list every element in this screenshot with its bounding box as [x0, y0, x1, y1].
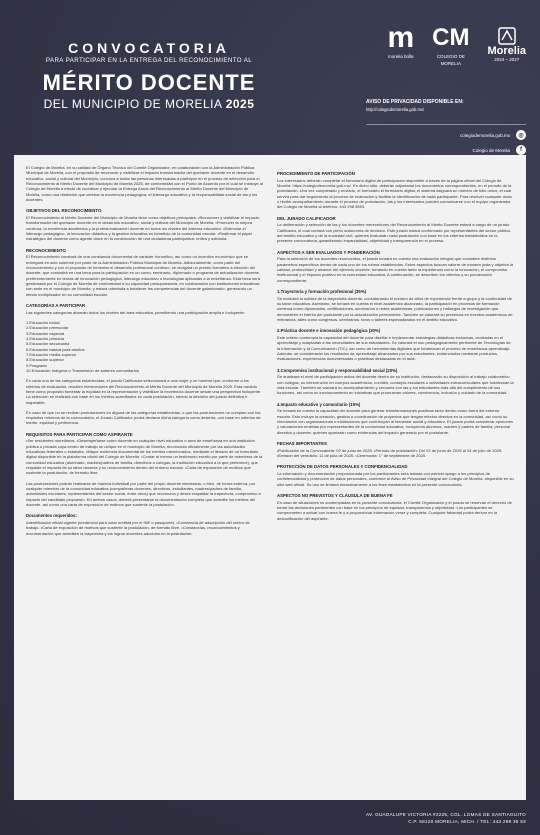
right-column: [277, 165, 514, 790]
paragraph: En cada una de las categorías establecidas, el jurado Calificador seleccionará a una mujer y un hombre que, conforme a los criterios de evaluación, resulten merecedores del Reconocimiento al Mérito Docente del Municipio de Morelia 2025. Esta medida tiene como propósito fomentar la equidad en la representación y visibilizar la excelencia docente desde una perspectiva incluyente. La selección se realizará con base en los méritos acreditados en cada postulación, siendo la decisión del jurado definitiva e inapelable.: [26, 378, 262, 405]
paragraph: El Reconocimiento constará de una constancia documental de carácter honorífico, así como un incentivo económico que se entregará en acto solemne por parte de la Administración Pública Municipal de Morelia. Adicionalmente, como parte del reconocimiento y con el propósito de fomentar el desarrollo profesional continuo, se otorgará un premio formativo a elección del docente, que consistirá en una beca para la participación en un curso, seminario, diplomado o programa de actualización docente, preferentemente en temas de innovación pedagógica, liderazgo educativo o tecnologías aplicadas a la enseñanza. Esta beca será gestionada por el Colegio de Morelia de conformidad a su capacidad presupuestaria, en colaboración con instituciones educativas con sede en el municipio de Morelia, y estará orientada a fortalecer las competencias del docente galardonado, generando un efecto multiplicador en su comunidad escolar.: [26, 254, 260, 297]
colegio-line1: COLEGIO DE: [436, 54, 465, 59]
paragraph: La deliberación y selección de las y los docentes merecedores del Reconocimiento al Mérito Docente estará a cargo de un jurado Calificador, el cual contará con pleno autonomía de decisión. Este jurado estará conformado por representantes del sector público, del ámbito educativo y de la sociedad civil, quienes evaluarán cada postulación con base en los criterios establecidos en la presente convocatoria, garantizando imparcialidad, objetividad y transparencia en el proceso.: [277, 222, 512, 244]
section-heading: PROTECCIÓN DE DATOS PERSONALES Y CONFIDENCIALIDAD: [277, 464, 408, 470]
privacy-url[interactable]: http://colegiodemorelia.gob.mx/: [366, 107, 425, 112]
list-item: 6.Educación básica para adultos: [26, 346, 85, 352]
section-heading: CATEGORÍAS A PARTICIPAR: [26, 302, 86, 308]
footer-contact: C.P. 58120 MORELIA, MICH. / TEL: 443 298 35 93: [408, 818, 526, 824]
section-heading: 3.Compromiso institucional y responsabilidad social (20%): [277, 367, 398, 373]
list-item: 3.Educación especial: [26, 330, 65, 336]
municipality-line: [14, 97, 284, 111]
list-item: 8.Educación superior: [26, 357, 65, 363]
paragraph: Las postulaciones podrán realizarse de manera individual por parte del propio docente interesado, o bien, de forma externa, por cualquier miembro de la comunidad educativa (compañeras docentes, directivos, estudiantes, madres/padres de familia, autoridades escolares, representantes del sector social, entre otros) que reconozca y desee respaldar la trayectoria, compromiso e impacto del candidato propuesto. En ambos casos, deberá presentarse la documentación completa que acredite los méritos del docente, así como una carta de exposición de motivos que sustente la postulación.: [26, 480, 261, 508]
subtitle: PARA PARTICIPAR EN LA ENTREGA DEL RECONOCIMIENTO AL: [45, 57, 253, 64]
paragraph: Se analizará el nivel de participación activa del docente dentro de su institución, destacando su disposición al trabajo colaborativo con colegas, su intervención en cuerpos académicos, comités, consejos escolares o actividades extracurriculares que fortalezcan la vida escolar. También se valorará su acompañamiento y cercanía con las y los estudiantes más allá del cumplimiento de sus funciones, así como su involucramiento en iniciativas que promuevan valores, convivencia, inclusión y cuidado de la comunidad.: [277, 374, 514, 396]
section-heading: RECONOCIMIENTO: [26, 247, 66, 253]
left-column: [26, 165, 263, 790]
privacy-heading: AVISO DE PRIVACIDAD DISPONIBLE EN:: [366, 99, 464, 105]
social-link[interactable]: [366, 145, 526, 155]
section-heading: PROCEDIMIENTO DE PARTICIPACIÓN: [277, 171, 355, 176]
list-item: 4.Educación primaria: [26, 335, 65, 341]
page-title: MÉRITO DOCENTE: [42, 70, 256, 95]
morelia-name: Morelia: [487, 45, 526, 57]
list-item: 5.Educación secundaria: [26, 341, 70, 347]
globe-icon: ◎: [516, 130, 526, 140]
social-link-label: colegiodemorelia.gob.mx: [459, 132, 510, 138]
privacy-info: [366, 99, 526, 112]
morelia-brilla-text: morelia brilla: [388, 54, 414, 59]
social-link[interactable]: [366, 130, 526, 140]
section-heading: ASPECTOS NO PREVISTOS Y CLÁUSULA DE BUENA FE: [277, 492, 393, 498]
paragraph: Se evaluará la solidez de la trayectoria docente, considerando el número de años de experiencia frente a grupo y la continuidad de su labor educativa. Asimismo, se tomará en cuenta el nivel académico alcanzado, la participación en procesos de formación continua como diplomados, certificaciones, seminarios o redes académicas, publicaciones y hallazgos de investigación que demuestren el interés del postulante por la actualización permanente. También se valorará su presencia en eventos académicos de relevancia, tales como congresos, seminarios, foros o talleres especializados en el ámbito educativo.: [277, 295, 513, 322]
section-heading: 2.Práctica docente e innovación pedagógica (30%): [277, 328, 381, 334]
logos: [387, 21, 526, 66]
morelia-brilla-logo: m morelia brilla: [387, 21, 415, 59]
paragraph: Se tomará en cuenta la capacidad del docente para generar transformaciones positivas tanto dentro como fuera del entorno escolar. Esto incluye la creación, gestión o coordinación de proyectos que tengan efectos directos en la comunidad, así como su vinculación con organizaciones o instituciones que contribuyan al bienestar social y educativo. El jurado podrá considerar opiniones y valoraciones emitidas por representantes de la comunidad educativa, incluyendo alumnos, madres y padres de familia, personal directivo y docente, quienes aportarán como evidencias del impacto generado por el postulante.: [277, 408, 513, 435]
content-card: [14, 155, 526, 800]
colegio-logo: CM COLEGIO DE MORELIA: [432, 24, 470, 66]
facebook-icon: f: [516, 145, 526, 155]
list-item: 9.Posgrado: [26, 362, 47, 368]
morelia-crest-icon: [496, 24, 518, 46]
list-item: 1.Educación inicial: [26, 319, 60, 325]
year: 2025: [225, 97, 255, 111]
section-heading: OBJETIVOS DEL RECONOCIMIENTO: [26, 208, 102, 214]
paragraph: El Colegio de Morelia, en su calidad de Órgano Técnico del Comité Organizador, en colaboración con la Administración Pública Municipal de Morelia, con el propósito de reconocer y visibilizar el impacto transformador del quehacer docente en el desarrollo educativo, social y cultural del Municipio, convoca a todas las personas interesadas a participar en el proceso de selección para el Reconocimiento al Mérito Docente del Municipio de Morelia 2025, de conformidad con el Punto de Acuerdo por el cual se instruye al Colegio de Morelia a efecto de coordinar y ejecutar la Entrega Anual del Reconocimiento al Mérito Docente del Municipio de Morelia, como una distinción que celebra la excelencia pedagógica, el liderazgo educativo y la responsabilidad social de las y los docentes.: [26, 165, 263, 202]
section-heading: REQUISITOS PARA PARTICIPAR COMO ASPIRANTE: [26, 431, 133, 437]
municipality-prefix: DEL MUNICIPIO DE MORELIA: [43, 97, 222, 111]
section-heading: ASPECTOS A SER EVALUADOS Y PONDERACIÓN: [277, 249, 380, 255]
social-link-label: Colegio de Morelia: [472, 147, 510, 153]
footer: [366, 812, 526, 826]
list-item: 2.Educación preescolar: [26, 325, 69, 331]
footer-address: AV. GUADALUPE VICTORIA #2225, COL. LOMAS DE SANTIAGUITO: [365, 812, 526, 817]
section-heading: 1.Trayectoria y formación profesional (35%): [277, 288, 367, 294]
section-heading: 4.Impacto educativo y comunitario (15%): [277, 401, 361, 407]
list-item: 7.Educación media superior: [26, 351, 77, 357]
paragraph: Este criterio contempla la capacidad del docente para diseñar e implementar estrategias didácticas inclusivas, centradas en el aprendizaje y adaptadas a las necesidades de sus estudiantes. Se valorará el uso pedagógicamente pertinente de Tecnologías de la Información y la Comunicación (TIC), así como de herramientas digitales que fortalezcan el proceso de enseñanza-aprendizaje. Además, se considerarán los resultados de aprendizaje alcanzados por sus estudiantes, evidenciados mediante productos, evaluaciones, experiencias documentadas o prácticas destacadas en el aula.: [277, 334, 511, 362]
paragraph: En caso de situaciones no contempladas en la presente convocatoria, el Comité Organizador y el jurado se reservan el derecho de tomar las decisiones pertinentes con base en los principios de equidad, transparencia y objetividad. Los participantes se comprometen a actuar con buena fe y a proporcionar información veraz y completa. Cualquier falsedad podrá derivar en la descalificación del aspirante.: [277, 499, 512, 521]
category-list: [26, 320, 263, 373]
list-item: 10.Educación Indígena o Transmisión de saberes comunitarios: [26, 367, 139, 373]
section-heading: FECHAS IMPORTANTES: [277, 440, 327, 446]
section-heading: DEL JURADO CALIFICADOR: [277, 215, 336, 221]
section-heading: Documentos requeridos:: [26, 513, 77, 519]
paragraph: El Reconocimiento al Mérito Docente del Municipio de Morelia tiene como objetivos principales: •Reconocer y visibilizar el impacto transformador del quehacer docente en el desarrollo educativo, social y cultural del Municipio de Morelia. •Promover la mejora continua, la excelencia académica y la profesionalización docente en todos los niveles del sistema educativo. •Estimular el liderazgo pedagógico, la innovación didáctica y la gestión educativa en beneficio de la comunidad escolar. •Reafirmar el papel estratégico del docente como agente clave en la construcción de una ciudadanía participativa, crítica y solidaria.: [26, 214, 260, 242]
morelia-logo: [487, 24, 526, 62]
paragraph: En caso de que no se reciban postulaciones en alguna de las categorías establecidas, o que las postulaciones no cumplan con los requisitos mínimos de la convocatoria, el Jurado Calificador podrá declarar dicha categoría como desierta, con base en criterios de mérito, equidad y pertinencia.: [26, 409, 261, 426]
paragraph: •Publicación de la Convocatoria: 02 de junio de 2025. •Periodo de postulación: Del 02 de junio de 2025 al 04 de julio de 2025. •Emisión del veredicto: 11 de julio de 2025. •Ceremonia: 1° de septiembre de 2025.: [277, 447, 503, 458]
paragraph: •Identificación oficial vigente (credencial para votar emitida por el INE o pasaporte). •Constancia de adscripción del centro de trabajo. •Carta de exposición de motivos que sustente la postulación, de formato libre. •Constancias, reconocimientos y documentación que acrediten la trayectoria y los logros docentes aducidos en la postulación.: [26, 520, 250, 536]
paragraph: Los interesados deberán completar el formulario digital de participación disponible a través de la página oficial del Colegio de Morelia: https://colegiodemorelia.gob.mx/. En dicho sitio, deberán adjuntarse los documentos correspondientes, en el periodo de la postulación. Una vez completado y enviado, el formulario el formulario digital, el sistema asignará un número de folio único, el cual servirá para dar seguimiento al proceso de evaluación y facilitar la identificación de cada participante. Para resolver cualquier duda o recibir acompañamiento durante el proceso de postulación, las y los interesados pueden comunicarse con el equipo organizador del Colegio de Morelia al teléfono: 443 298 3593.: [277, 177, 512, 210]
paragraph: Para la selección de los docentes reconocidos, el jurado tomará en cuenta una evaluación integral que considere distintos parámetros específicos dentro de cada uno de los rubros establecidos. Estos aspectos buscan valorar de manera justa y objetiva la calidad, profundidad y alcance del ejercicio docente, tomando en cuenta tanto la experiencia como la innovación, el compromiso institucional y el impacto positivo en la comunidad educativa. A continuación, se describen los criterios y su ponderación correspondiente:: [277, 256, 513, 283]
paragraph: Las siguientes categorías abarcan todos los niveles del área educativa, permitiendo una participación amplia e incluyente:: [26, 309, 245, 315]
convocatoria-label: CONVOCATORIA: [68, 40, 230, 56]
colegio-line2: MORELIA: [440, 61, 461, 66]
paragraph: •Ser residentes morelianos. •Desempeñarse como docente en cualquier nivel educativo o área de enseñanza en una institución pública o privada cuya centro de trabajo se ubique en el municipio de Morelia, reconocida oficialmente por las autoridades educativas federales o estatales. •Mayor evidencia documental de los méritos mencionados, mediante el llenado de un formulario digital disponible en la plataforma oficial del Colegio de Morelia. •Contar al menos un testimonio escrito por parte de miembros de la comunidad educativa (alumnado, madres/padres de familia, directivos o colegas, la institución educativa a la que pertenece), que respalde el impacto de su labor docente y su reconocimiento dentro del entorno escolar. •Carta de exposición de motivos que sustente la postulación, de formato libre.: [26, 438, 263, 476]
morelia-years: 2024 – 2027: [494, 57, 520, 62]
paragraph: La información y documentación proporcionada por los participantes será tratada con estricto apego a los principios de confidencialidad y protección de datos personales, conforme al Aviso de Privacidad Integral del Colegio de Morelia, disponible en su sitio web oficial. Su uso se limitará exclusivamente a los fines establecidos en la presente convocatoria.: [277, 470, 514, 487]
